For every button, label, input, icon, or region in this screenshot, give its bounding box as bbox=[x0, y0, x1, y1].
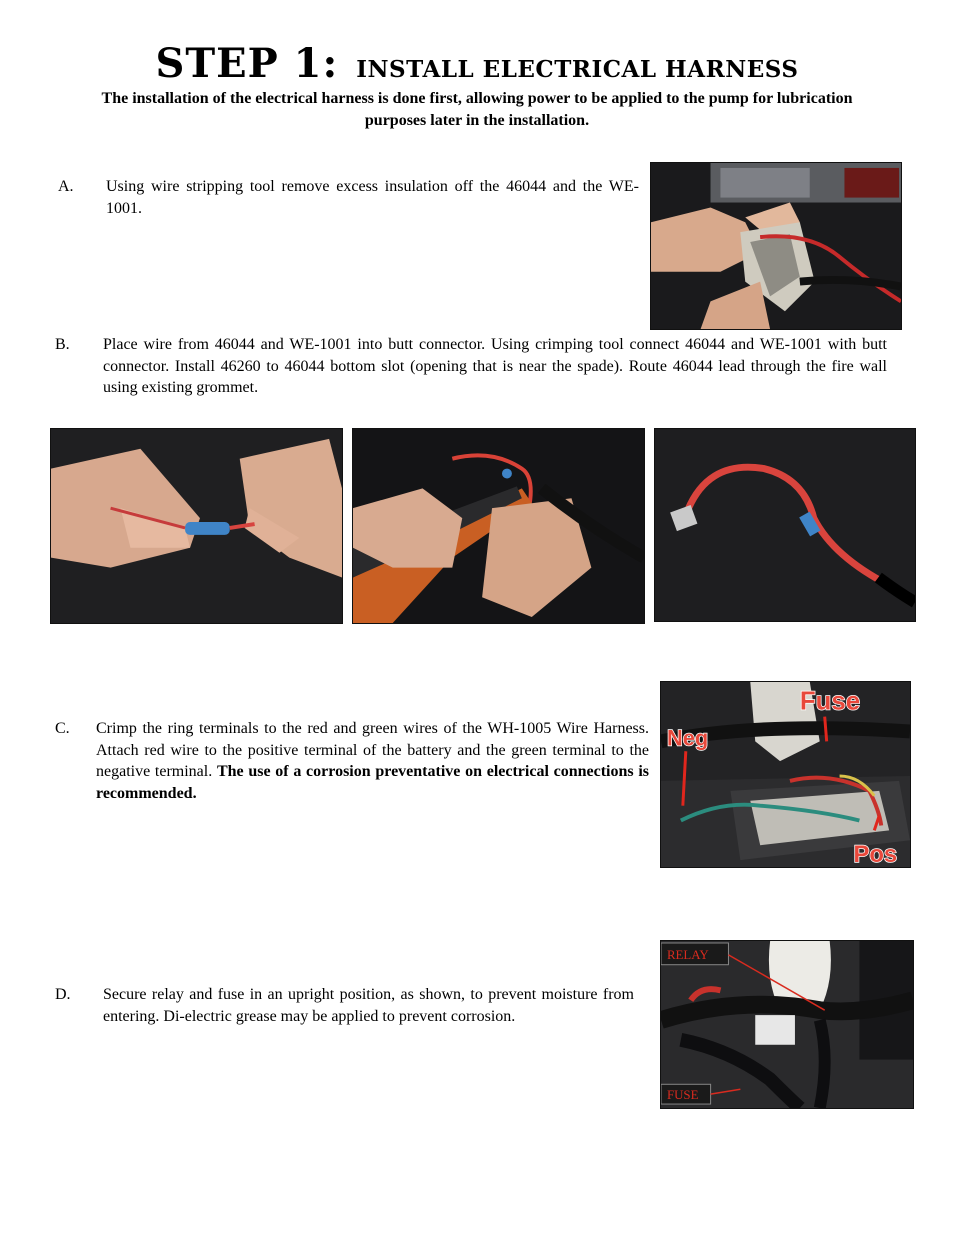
photo-crimping bbox=[352, 428, 645, 624]
photo-wire-stripping bbox=[650, 162, 902, 330]
step-heading: STEP 1: bbox=[155, 40, 339, 87]
label-neg: Neg bbox=[666, 725, 709, 751]
step-a-text: Using wire stripping tool remove excess insulation off the 46044 and the WE-1001. bbox=[106, 178, 639, 217]
step-b bbox=[55, 334, 887, 399]
step-c-bold-note: The use of a corrosion preventative on electrical connections is recommended. bbox=[96, 763, 649, 802]
step-title: INSTALL ELECTRICAL HARNESS bbox=[356, 56, 799, 83]
step-c-letter: C. bbox=[55, 720, 70, 737]
photo-battery-terminals bbox=[660, 681, 911, 868]
step-d-letter: D. bbox=[55, 986, 71, 1003]
step-d-text: Secure relay and fuse in an upright position, as shown, to prevent moisture from entering. Di-electric grease may be applied to prevent corrosion. bbox=[103, 986, 634, 1025]
label-fuse-small: FUSE bbox=[666, 1088, 699, 1103]
step-b-letter: B. bbox=[55, 336, 70, 353]
label-fuse: Fuse bbox=[799, 687, 861, 716]
step-c bbox=[55, 718, 649, 804]
step-b-text: Place wire from 46044 and WE-1001 into butt connector. Using crimping tool connect 46044 and WE-1001 with butt connector. Install 46260 to 46044 bottom slot (opening that is near the spade). Route 46044 lead through the fire wall using existing grommet. bbox=[103, 336, 887, 396]
page-title bbox=[0, 40, 954, 87]
intro-text: The installation of the electrical harness is done first, allowing power to be applied to the pump for lubrication purposes later in the installation. bbox=[101, 90, 853, 129]
photo-finished-connection bbox=[654, 428, 916, 622]
step-a-letter: A. bbox=[58, 178, 74, 195]
step-c-paragraph bbox=[96, 718, 649, 804]
photo-relay-fuse bbox=[660, 940, 914, 1109]
step-a bbox=[58, 176, 639, 219]
label-relay: RELAY bbox=[666, 947, 709, 962]
photo-butt-connector bbox=[50, 428, 343, 624]
label-pos: Pos bbox=[853, 841, 898, 867]
step-c-text: Crimp the ring terminals to the red and green wires of the WH-1005 Wire Harness. Attach red wire to the positive terminal of the battery and the green terminal to the negative terminal. bbox=[96, 720, 649, 780]
step-d bbox=[55, 984, 634, 1027]
